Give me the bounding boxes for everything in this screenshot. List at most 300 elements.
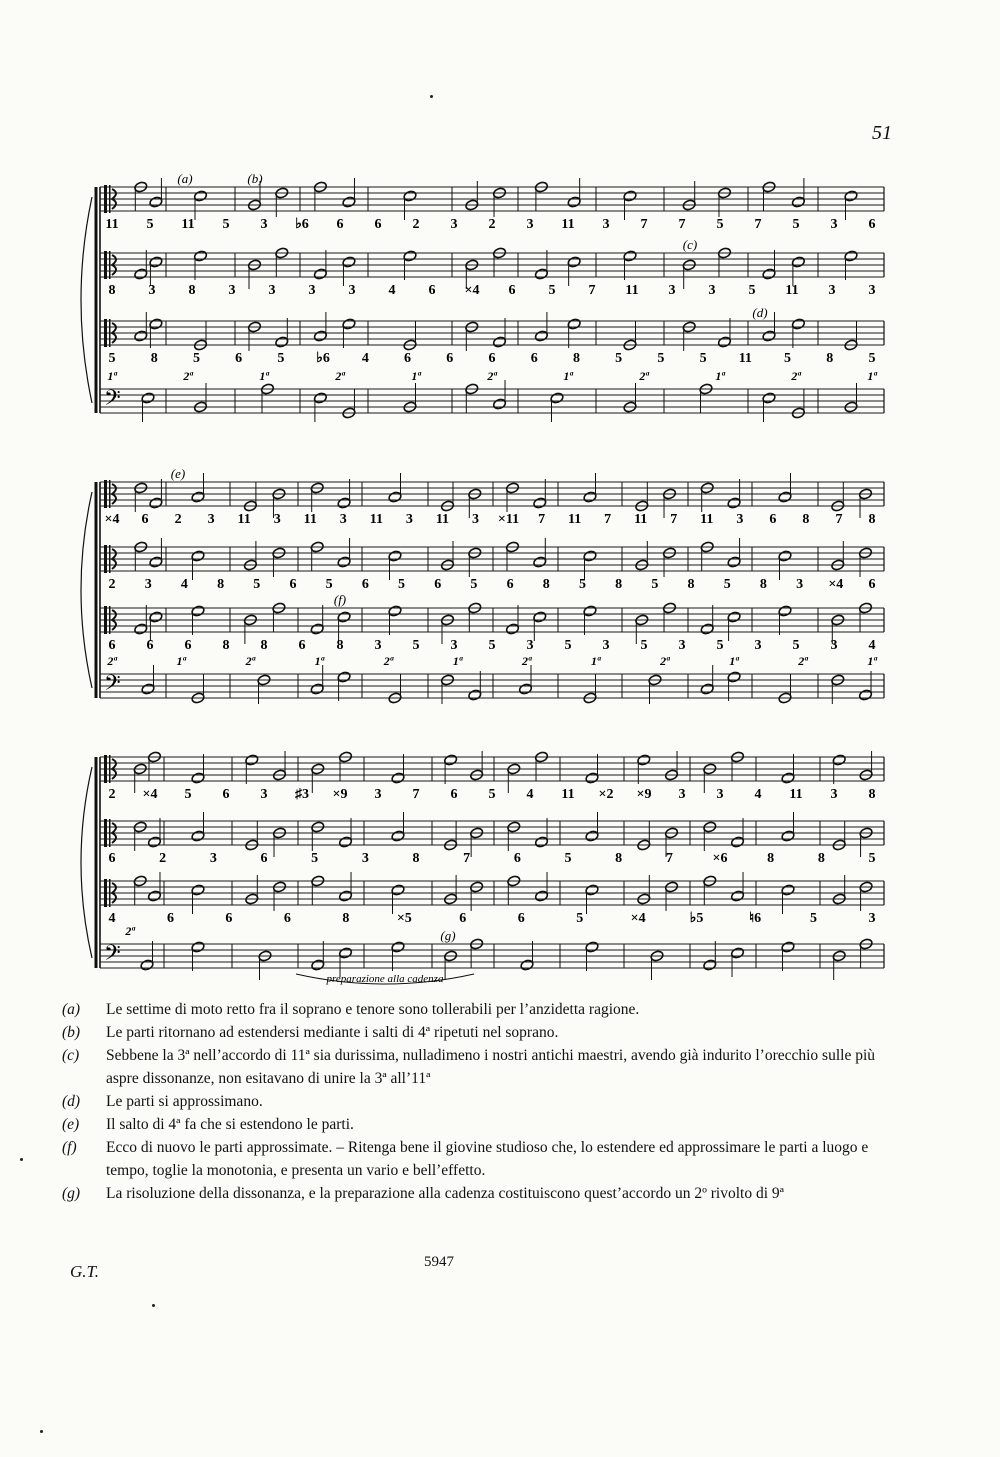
figured-bass-number: ×11 <box>497 512 520 527</box>
figured-bass-number: 8 <box>336 638 344 653</box>
note-head <box>338 890 352 902</box>
figured-bass-number: 8 <box>150 351 158 366</box>
figured-bass-number: ♮6 <box>749 911 762 926</box>
note-head <box>338 947 352 959</box>
figured-bass-number: ×4 <box>142 787 158 802</box>
note-head <box>342 256 356 268</box>
note-head <box>147 836 161 848</box>
figured-bass-number: 1ª <box>452 654 463 668</box>
figured-bass-number: 3 <box>708 283 716 298</box>
figured-bass-number: 5 <box>564 851 572 866</box>
note-head <box>637 754 651 766</box>
note-head <box>149 611 163 623</box>
figured-bass-number: 11 <box>105 217 119 232</box>
figured-bass-number: 3 <box>716 787 724 802</box>
figured-bass-number: 1ª <box>259 369 269 383</box>
note-head <box>533 611 547 623</box>
figured-bass-number: 3 <box>736 512 744 527</box>
figured-bass-number: 3 <box>602 638 610 653</box>
note-head <box>533 556 547 568</box>
note-head <box>550 392 564 404</box>
figured-bass-number: 8 <box>222 638 230 653</box>
c-clef-icon <box>109 755 111 783</box>
footnote-text: Le parti si approssimano. <box>106 1093 263 1110</box>
figured-bass-number: 11 <box>181 217 195 232</box>
note-head <box>388 605 402 617</box>
note-head <box>388 550 402 562</box>
figured-bass-number: 6 <box>289 577 297 592</box>
figured-bass-number: 5 <box>716 217 724 232</box>
note-head <box>567 196 581 208</box>
figured-bass-number: 3 <box>144 577 152 592</box>
figured-bass-number: 6 <box>283 911 291 926</box>
figured-bass-number: ♭6 <box>316 351 330 366</box>
figured-bass-number: 11 <box>738 351 752 366</box>
speck <box>20 1158 23 1161</box>
figured-bass-number: 5 <box>576 911 584 926</box>
note-head <box>337 556 351 568</box>
c-clef-icon <box>109 480 111 508</box>
figured-bass-number: 6 <box>108 638 116 653</box>
note-head <box>403 190 417 202</box>
figured-bass-number: 8 <box>868 787 876 802</box>
figured-bass-number: ×4 <box>104 512 120 527</box>
c-clef-icon <box>104 545 107 573</box>
figured-bass-number: 5 <box>615 351 623 366</box>
note-head <box>534 890 548 902</box>
figured-bass-number: 4 <box>361 351 369 366</box>
figured-bass-number: 5 <box>108 351 116 366</box>
figured-bass-number: 1ª <box>715 369 725 383</box>
reference-mark: (f) <box>333 592 347 607</box>
figured-bass-number: 8 <box>217 577 225 592</box>
note-head <box>149 318 163 330</box>
footnote-a <box>62 998 902 1021</box>
footnote-mark: (g) <box>62 1185 81 1202</box>
note-head <box>191 941 205 953</box>
note-head <box>844 250 858 262</box>
figured-bass-number: 3 <box>868 283 876 298</box>
figured-bass-number: 6 <box>868 217 876 232</box>
figured-bass-number: 4 <box>180 577 188 592</box>
c-clef-icon <box>109 819 111 847</box>
note-head <box>391 884 405 896</box>
footnote-mark: (c) <box>62 1047 80 1064</box>
figured-bass-number: 2 <box>108 577 116 592</box>
note-head <box>585 772 599 784</box>
figured-bass-number: 7 <box>835 512 843 527</box>
figured-bass-number: ×5 <box>396 911 412 926</box>
figured-bass-number: 7 <box>670 512 678 527</box>
figured-bass-number: 3 <box>526 217 534 232</box>
figured-bass-number: 3 <box>228 283 236 298</box>
note-head <box>337 497 351 509</box>
figured-bass-number: 11 <box>237 512 251 527</box>
figured-bass-number: 6 <box>146 638 154 653</box>
note-head <box>191 884 205 896</box>
figured-bass-number: 1ª <box>563 369 573 383</box>
reference-mark: (d) <box>752 305 768 320</box>
figured-bass-number: 1ª <box>314 654 324 668</box>
figured-bass-number: 8 <box>802 512 810 527</box>
figured-bass-number: 11 <box>561 787 575 802</box>
c-clef-icon <box>109 545 111 573</box>
footnote-mark: (e) <box>62 1116 80 1133</box>
figured-bass-number: 8 <box>412 851 420 866</box>
footnote-text: Le parti ritornano ad estendersi mediante i salti di 4ª ripetuti nel soprano. <box>106 1024 559 1041</box>
figured-bass-number: 5 <box>222 217 230 232</box>
figured-bass-number: 5 <box>810 911 818 926</box>
note-head <box>533 497 547 509</box>
note-head <box>191 830 205 842</box>
note-head <box>534 836 548 848</box>
figured-bass-number: 7 <box>463 851 471 866</box>
note-head <box>583 550 597 562</box>
figured-bass-number: 2 <box>159 851 167 866</box>
figured-bass-number: 3 <box>361 851 369 866</box>
figured-bass-number: 3 <box>678 787 686 802</box>
figured-bass-number: 2 <box>174 512 182 527</box>
note-head <box>149 196 163 208</box>
figured-bass-number: 4 <box>108 911 116 926</box>
figured-bass-number: 6 <box>225 911 233 926</box>
note-head <box>534 330 548 342</box>
figured-bass-number: 11 <box>785 283 799 298</box>
c-clef-icon <box>104 755 107 783</box>
c-clef-icon <box>109 606 111 634</box>
speck <box>40 1430 43 1433</box>
note-head <box>140 959 154 971</box>
figured-bass-number: 8 <box>615 851 623 866</box>
note-head <box>832 754 846 766</box>
figured-bass-number: 5 <box>277 351 285 366</box>
note-head <box>727 497 741 509</box>
footnote-c <box>62 1044 902 1090</box>
figured-bass-number: 1ª <box>411 369 421 383</box>
figured-bass-number: 5 <box>253 577 261 592</box>
figured-bass-number: 1ª <box>867 369 877 383</box>
figured-bass-number: 5 <box>470 577 478 592</box>
figured-bass-number: 2ª <box>639 369 649 383</box>
note-head <box>391 941 405 953</box>
figured-bass-number: 5 <box>311 851 319 866</box>
note-head <box>313 392 327 404</box>
figured-bass-number: 8 <box>572 351 580 366</box>
figured-bass-number: 2ª <box>791 369 801 383</box>
figured-bass-number: 2ª <box>798 654 808 668</box>
figured-bass-number: 7 <box>538 512 546 527</box>
note-head <box>778 491 792 503</box>
figured-bass-number: 3 <box>308 283 316 298</box>
figured-bass-number: 7 <box>640 217 648 232</box>
c-clef-icon <box>104 879 107 907</box>
figured-bass-number: 7 <box>665 851 673 866</box>
figured-bass-number: 1ª <box>107 369 117 383</box>
note-head <box>310 683 324 695</box>
footnote-text: Le settime di moto retto fra il soprano e tenore sono tollerabili per l’anzidetta ragione. <box>106 1001 640 1018</box>
note-head <box>191 772 205 784</box>
figured-bass-number: 3 <box>796 577 804 592</box>
figured-bass-number: 8 <box>817 851 825 866</box>
figured-bass-number: 5 <box>792 217 800 232</box>
figured-bass-number: 7 <box>604 512 612 527</box>
figured-bass-number: 2ª <box>335 369 345 383</box>
c-clef-icon <box>104 819 107 847</box>
note-head <box>149 497 163 509</box>
figured-bass-number: 6 <box>506 577 514 592</box>
figured-bass-number: 3 <box>273 512 281 527</box>
figured-bass-number: 6 <box>374 217 382 232</box>
footnote-text: Sebbene la 3ª nell’accordo di 11ª sia durissima, nulladimeno i nostri antichi maestri, avendo già indurito l’orecchio sulle più aspre dissonanze, non esitavano di unire la 3ª all’11ª <box>106 1047 876 1087</box>
note-head <box>191 491 205 503</box>
figured-bass-number: 5 <box>192 351 200 366</box>
figured-bass-number: 6 <box>260 851 268 866</box>
figured-bass-number: 1ª <box>176 654 186 668</box>
note-head <box>791 318 805 330</box>
figured-bass-number: 3 <box>526 638 534 653</box>
figured-bass-number: 3 <box>602 217 610 232</box>
figured-bass-number: 6 <box>336 217 344 232</box>
note-head <box>585 830 599 842</box>
figured-bass-number: 5 <box>784 351 792 366</box>
footnote-b <box>62 1021 902 1044</box>
figured-bass-number: 11 <box>567 512 582 527</box>
figured-bass-number: 3 <box>830 787 838 802</box>
signature-initials: G.T. <box>70 1262 99 1281</box>
figured-bass-number: ×9 <box>332 787 348 802</box>
note-head <box>141 392 155 404</box>
figured-bass-number: 11 <box>625 283 639 298</box>
note-head <box>700 683 714 695</box>
c-clef-icon <box>109 879 111 907</box>
reference-mark: (b) <box>247 171 263 186</box>
music-system-2 <box>0 455 1000 730</box>
note-head <box>134 268 148 280</box>
figured-bass-number: 6 <box>459 911 467 926</box>
figured-bass-number: 6 <box>298 638 306 653</box>
c-clef-icon <box>109 251 111 279</box>
figured-bass-number: 11 <box>634 512 648 527</box>
figured-bass-number: ×4 <box>828 577 844 592</box>
figured-bass-number: 8 <box>615 577 623 592</box>
reference-mark: (a) <box>177 171 193 186</box>
note-head <box>791 196 805 208</box>
figured-bass-number: 8 <box>260 638 268 653</box>
footnote-mark: (d) <box>62 1093 81 1110</box>
figured-bass-number: 11 <box>369 512 383 527</box>
figured-bass-number: ♭6 <box>295 217 309 232</box>
note-head <box>245 754 259 766</box>
c-clef-icon <box>104 480 107 508</box>
note-head <box>727 556 741 568</box>
note-head <box>311 959 325 971</box>
figured-bass-number: 6 <box>361 577 369 592</box>
figured-bass-number: 3 <box>374 638 382 653</box>
figured-bass-number: 6 <box>530 351 538 366</box>
figured-bass-number: ×9 <box>636 787 652 802</box>
note-head <box>730 890 744 902</box>
note-head <box>338 836 352 848</box>
figured-bass-number: 8 <box>687 577 695 592</box>
figured-bass-number: 5 <box>716 638 724 653</box>
figured-bass-number: 3 <box>830 217 838 232</box>
figured-bass-number: 4 <box>526 787 534 802</box>
figured-bass-number: 3 <box>678 638 686 653</box>
figured-bass-number: 3 <box>348 283 356 298</box>
footnote-e <box>62 1113 902 1136</box>
figured-bass-number: 6 <box>108 851 116 866</box>
note-head <box>342 196 356 208</box>
figured-bass-number: 2ª <box>521 654 532 668</box>
brace-icon <box>81 492 92 688</box>
note-head <box>149 556 163 568</box>
note-head <box>337 611 351 623</box>
note-head <box>468 689 482 701</box>
music-system-1 <box>0 160 1000 450</box>
figured-bass-number: 2ª <box>107 654 117 668</box>
figured-bass-number: 8 <box>767 851 775 866</box>
figured-bass-number: 5 <box>325 577 333 592</box>
note-head <box>403 250 417 262</box>
footnote-text: Il salto di 4ª fa che si estendono le parti. <box>106 1116 354 1133</box>
figured-bass-number: 11 <box>700 512 714 527</box>
figured-bass-number: 6 <box>141 512 149 527</box>
figured-bass-number: 3 <box>471 512 479 527</box>
figured-bass-number: 2ª <box>383 654 393 668</box>
note-head <box>492 336 506 348</box>
note-head <box>505 623 519 635</box>
figured-bass-number: 6 <box>434 577 442 592</box>
note-head <box>310 623 324 635</box>
figured-bass-number: 6 <box>446 351 454 366</box>
note-head <box>762 268 776 280</box>
footnote-mark: (b) <box>62 1024 81 1041</box>
note-head <box>623 250 637 262</box>
footnote-mark: (a) <box>62 1001 81 1018</box>
figured-bass-number: 5 <box>488 638 496 653</box>
c-clef-icon <box>109 319 111 347</box>
figured-bass-number: 11 <box>303 512 317 527</box>
figured-bass-number: 5 <box>640 638 648 653</box>
note-head <box>717 336 731 348</box>
footnote-mark: (f) <box>62 1139 77 1156</box>
figured-bass-number: 8 <box>342 911 350 926</box>
brace-icon <box>81 197 92 403</box>
figured-bass-number: 5 <box>564 638 572 653</box>
figured-bass-number: 5 <box>868 351 876 366</box>
figured-bass-number: 1ª <box>867 654 877 668</box>
figured-bass-number: 6 <box>488 351 496 366</box>
note-head <box>534 268 548 280</box>
figured-bass-number: 5 <box>657 351 665 366</box>
note-head <box>191 605 205 617</box>
figured-bass-number: 5 <box>792 638 800 653</box>
figured-bass-number: 6 <box>404 351 412 366</box>
figured-bass-number: ×2 <box>598 787 614 802</box>
figured-bass-number: 3 <box>754 638 762 653</box>
figured-bass-number: 3 <box>260 787 268 802</box>
figured-bass-number: 11 <box>789 787 803 802</box>
note-head <box>585 884 599 896</box>
note-head <box>762 392 776 404</box>
figured-bass-number: 2ª <box>487 369 497 383</box>
note-head <box>567 256 581 268</box>
figured-bass-number: 2 <box>108 787 116 802</box>
figured-bass-number: 3 <box>405 512 413 527</box>
annotation-text: preparazione alla cadenza <box>326 973 444 985</box>
note-head <box>391 830 405 842</box>
footnotes <box>62 998 902 1205</box>
figured-bass-number: ×6 <box>712 851 728 866</box>
note-head <box>781 941 795 953</box>
figured-bass-number: 8 <box>188 283 196 298</box>
speck <box>152 1304 155 1307</box>
reference-mark: (c) <box>682 237 698 252</box>
note-head <box>134 330 148 342</box>
reference-mark: (g) <box>440 928 456 943</box>
figured-bass-number: 6 <box>769 512 777 527</box>
footnote-f <box>62 1136 902 1182</box>
footnote-g <box>62 1182 902 1205</box>
figured-bass-number: 4 <box>868 638 876 653</box>
note-head <box>781 884 795 896</box>
note-head <box>781 830 795 842</box>
figured-bass-number: ×4 <box>630 911 646 926</box>
bass-clef-icon: 𝄢 <box>104 386 121 416</box>
note-head <box>342 318 356 330</box>
note-head <box>313 268 327 280</box>
figured-bass-number: 5 <box>146 217 154 232</box>
note-head <box>193 250 207 262</box>
c-clef-icon <box>104 251 107 279</box>
note-head <box>492 398 506 410</box>
note-head <box>781 772 795 784</box>
figured-bass-number: 5 <box>412 638 420 653</box>
brace-icon <box>81 767 92 958</box>
figured-bass-number: 5 <box>868 851 876 866</box>
figured-bass-number: 5 <box>748 283 756 298</box>
note-head <box>147 890 161 902</box>
bass-clef-icon: 𝄢 <box>104 671 121 701</box>
figured-bass-number: 3 <box>828 283 836 298</box>
figured-bass-number: 5 <box>488 787 496 802</box>
figured-bass-number: 3 <box>268 283 276 298</box>
figured-bass-number: 6 <box>517 911 525 926</box>
note-head <box>275 336 289 348</box>
figured-bass-number: 5 <box>723 577 731 592</box>
figured-bass-number: 6 <box>868 577 876 592</box>
figured-bass-number: 5 <box>398 577 406 592</box>
footnote-text: Ecco di nuovo le parti approssimate. – Ritenga bene il giovine studioso che, lo estendere ed approssimare le parti a luogo e tempo, toglie la monotonia, e presenta un vario e bell’effetto. <box>106 1139 869 1179</box>
note-head <box>520 959 534 971</box>
figured-bass-number: 1ª <box>591 654 601 668</box>
figured-bass-number: 7 <box>678 217 686 232</box>
note-head <box>778 550 792 562</box>
note-head <box>700 623 714 635</box>
figured-bass-number: 3 <box>450 217 458 232</box>
figured-bass-number: 3 <box>868 911 876 926</box>
note-head <box>567 318 581 330</box>
figured-bass-number: ×4 <box>464 283 480 298</box>
figured-bass-number: 6 <box>184 638 192 653</box>
figured-bass-number: 6 <box>222 787 230 802</box>
figured-bass-number: 2ª <box>660 654 670 668</box>
footnote-text: La risoluzione della dissonanza, e la preparazione alla cadenza costituiscono quest’accordo un 2º rivolto di 9ª <box>106 1185 784 1202</box>
note-head <box>337 671 351 683</box>
figured-bass-number: 2 <box>488 217 496 232</box>
note-head <box>391 772 405 784</box>
figured-bass-number: 2 <box>412 217 420 232</box>
